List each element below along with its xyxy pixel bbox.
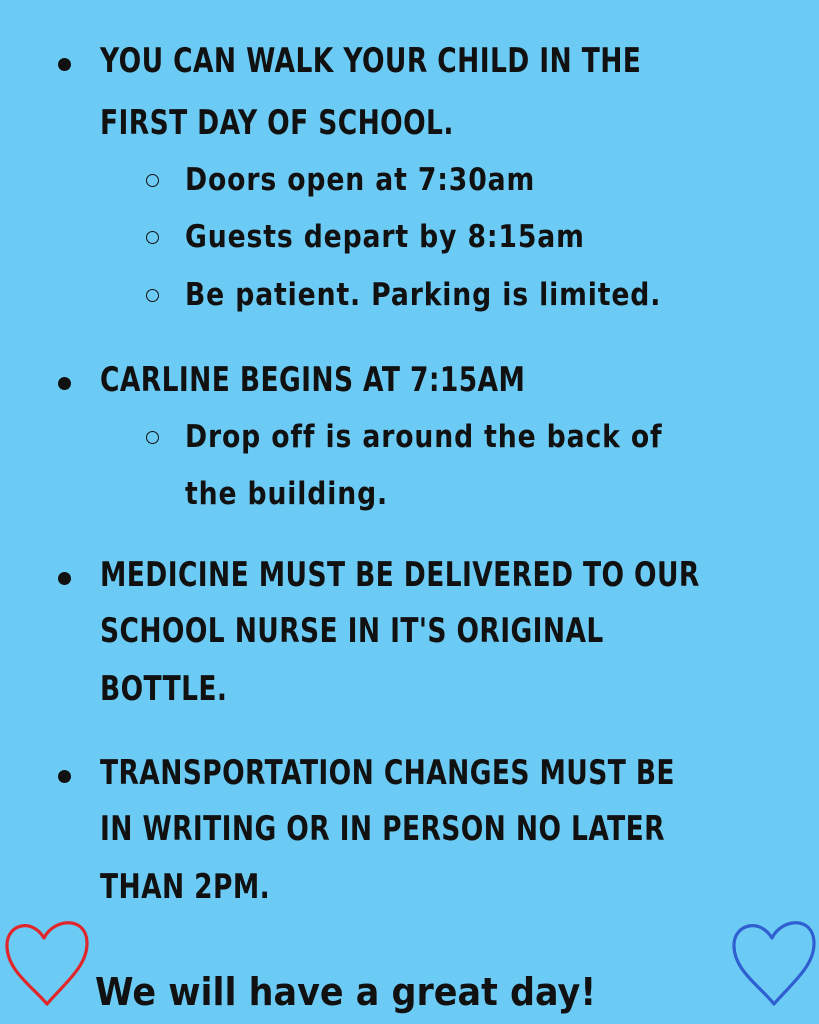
bullet-line: MEDICINE MUST BE DELIVERED TO OUR xyxy=(100,555,700,595)
heart-left-path xyxy=(7,923,87,1004)
sub-bullet-ring xyxy=(146,431,159,444)
heart-right-path xyxy=(734,923,814,1004)
bullet-line: IN WRITING OR IN PERSON NO LATER xyxy=(100,809,665,849)
sub-item-text: Drop off is around the back of xyxy=(185,419,663,455)
bullet-line: TRANSPORTATION CHANGES MUST BE xyxy=(100,753,675,793)
sub-item-text: Guests depart by 8:15am xyxy=(185,219,585,255)
bullet-line: CARLINE BEGINS AT 7:15AM xyxy=(100,360,526,400)
bullet-dot xyxy=(58,58,71,71)
bullet-line: YOU CAN WALK YOUR CHILD IN THE xyxy=(100,41,642,81)
sub-item-text: Doors open at 7:30am xyxy=(185,162,536,198)
footer-message: We will have a great day! xyxy=(95,970,597,1014)
bullet-line: BOTTLE. xyxy=(100,669,228,709)
sub-item-text: the building. xyxy=(185,476,389,512)
bullet-dot xyxy=(58,770,71,783)
heart-outline-icon xyxy=(2,914,92,1009)
bullet-line: FIRST DAY OF SCHOOL. xyxy=(100,103,454,143)
bullet-dot xyxy=(58,377,71,390)
sub-bullet-ring xyxy=(146,289,159,302)
bullet-dot xyxy=(58,572,71,585)
sub-item-text: Be patient. Parking is limited. xyxy=(185,277,662,313)
sub-bullet-ring xyxy=(146,174,159,187)
sub-bullet-ring xyxy=(146,231,159,244)
heart-outline-icon xyxy=(730,914,819,1009)
bullet-line: THAN 2PM. xyxy=(100,867,271,907)
bullet-line: SCHOOL NURSE IN IT'S ORIGINAL xyxy=(100,611,604,651)
